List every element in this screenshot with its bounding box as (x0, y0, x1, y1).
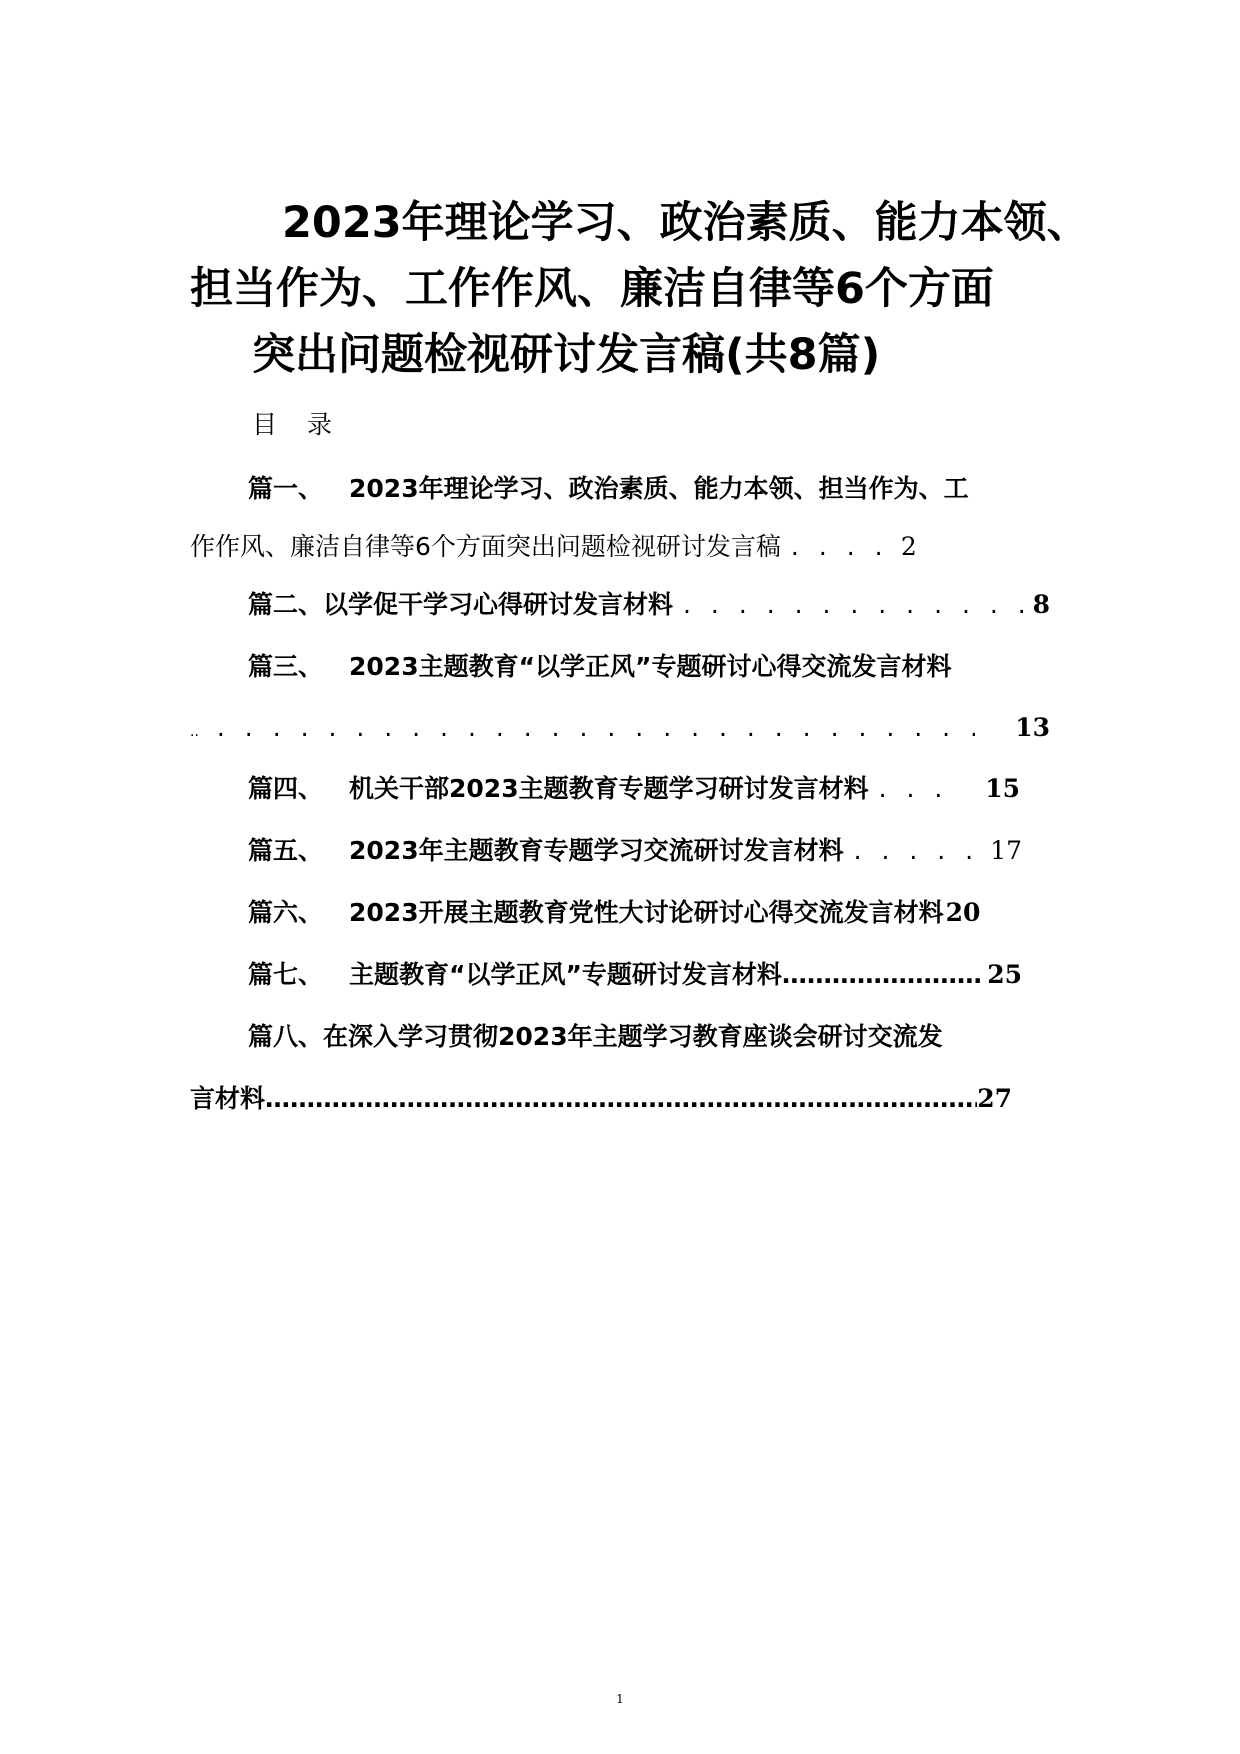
page-number: 1 (616, 1692, 624, 1706)
toc-entry-seq: 篇六、 (248, 898, 324, 927)
toc-entry-title: 2023开展主题教育党性大讨论研讨心得交流发言材料 (349, 898, 944, 927)
toc-entry-page: 13 (1015, 713, 1050, 742)
toc-entry-seq: 篇二、 (248, 590, 324, 619)
toc-entry-title: 2023年主题教育专题学习交流研讨发言材料 (349, 836, 844, 865)
toc-leader-mark: .. (190, 724, 199, 740)
toc-leader-dots (854, 820, 991, 882)
toc-leader-dots (791, 516, 891, 578)
title-line-2: 担当作为、工作作风、廉洁自律等6个方面 (190, 264, 994, 314)
toc-entry-title-continued: 作作风、廉洁自律等6个方面突出问题检视研讨发言稿 (190, 532, 781, 561)
toc-entry-1[interactable] (190, 458, 1050, 578)
toc-entry-title: 主题教育“以学正风”专题研讨发言材料 (349, 960, 782, 989)
toc-entry-page: 8 (1032, 590, 1050, 619)
toc-leader-dots (217, 698, 975, 758)
toc-entry-title: 机关干部2023主题教育专题学习研讨发言材料 (349, 774, 869, 803)
toc-entry-8[interactable] (190, 1006, 1050, 1130)
toc-entry-seq: 篇八、 (248, 1022, 324, 1051)
toc-entry-page: 27 (977, 1084, 1012, 1113)
toc-entry-6[interactable] (190, 882, 1050, 944)
document-title (190, 190, 1090, 388)
table-of-contents (190, 458, 1050, 1130)
toc-entry-seq: 篇一、 (248, 474, 324, 503)
title-line-1: 2023年理论学习、政治素质、能力本领、 (282, 198, 1090, 248)
toc-leader-dots (683, 574, 1023, 636)
toc-entry-7[interactable] (190, 944, 1050, 1006)
toc-entry-3[interactable] (190, 636, 1050, 758)
toc-entry-seq: 篇四、 (248, 774, 324, 803)
toc-leader-dots (265, 1068, 977, 1130)
toc-leader-dots (879, 758, 964, 820)
toc-leader-dots (782, 944, 981, 1006)
toc-heading: 目录 (252, 410, 363, 439)
toc-entry-page: 17 (990, 836, 1022, 865)
toc-entry-page: 2 (900, 532, 917, 561)
toc-entry-seq: 篇七、 (248, 960, 324, 989)
toc-entry-4[interactable] (190, 758, 1050, 820)
toc-entry-title: 2023年理论学习、政治素质、能力本领、担当作为、工 (349, 474, 969, 503)
toc-entry-seq: 篇三、 (248, 652, 324, 681)
toc-entry-page: 25 (987, 960, 1022, 989)
toc-entry-title-continued: 言材料 (190, 1084, 266, 1113)
toc-entry-page: 15 (985, 774, 1020, 803)
toc-entry-title: 在深入学习贯彻2023年主题学习教育座谈会研讨交流发 (323, 1022, 943, 1051)
toc-entry-title: 2023主题教育“以学正风”专题研讨心得交流发言材料 (349, 652, 952, 681)
toc-entry-page: 20 (945, 898, 981, 927)
toc-entry-5[interactable] (190, 820, 1050, 882)
toc-entry-seq: 篇五、 (248, 836, 324, 865)
title-line-3: 突出问题检视研讨发言稿(共8篇) (252, 330, 881, 380)
toc-entry-title: 以学促干学习心得研讨发言材料 (323, 590, 674, 619)
toc-entry-2[interactable] (190, 574, 1050, 636)
